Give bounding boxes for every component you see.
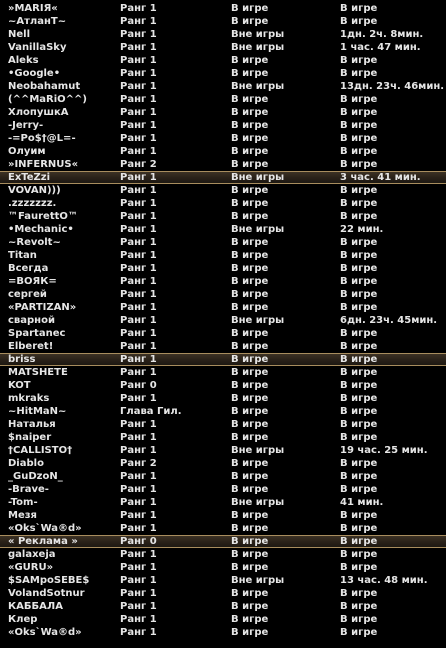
roster-row[interactable]	[0, 301, 446, 314]
member-rank: Ранг 1	[120, 29, 157, 40]
member-rank: Ранг 1	[120, 289, 157, 300]
member-status: Вне игры	[231, 497, 285, 508]
member-status: В игре	[231, 68, 269, 79]
roster-row[interactable]	[0, 496, 446, 509]
member-last-seen: В игре	[340, 432, 378, 443]
member-rank: Ранг 0	[120, 380, 157, 391]
member-rank: Ранг 1	[120, 146, 157, 157]
member-rank: Глава Гил.	[120, 406, 182, 417]
member-name: Diablo	[8, 458, 44, 469]
roster-row[interactable]	[0, 119, 446, 132]
member-name: Neobahamut	[8, 81, 81, 92]
roster-row[interactable]	[0, 509, 446, 522]
member-name: Elberet!	[8, 341, 54, 352]
roster-row[interactable]	[0, 171, 446, 184]
member-last-seen: В игре	[340, 562, 378, 573]
member-last-seen: В игре	[340, 16, 378, 27]
member-last-seen: 19 час. 25 мин.	[340, 445, 428, 456]
roster-row[interactable]	[0, 470, 446, 483]
roster-row[interactable]	[0, 444, 446, 457]
member-status: В игре	[231, 419, 269, 430]
member-status: В игре	[231, 510, 269, 521]
member-name: Мезя	[8, 510, 37, 521]
member-name: сварной	[8, 315, 55, 326]
member-rank: Ранг 1	[120, 250, 157, 261]
member-status: Вне игры	[231, 575, 285, 586]
member-name: «Oks`Wa®d»	[8, 627, 82, 638]
member-status: Вне игры	[231, 42, 285, 53]
member-name: MATSHETE	[8, 367, 68, 378]
member-last-seen: В игре	[340, 367, 378, 378]
roster-row[interactable]	[0, 158, 446, 171]
member-name: _GuDzoN_	[8, 471, 63, 482]
member-status: В игре	[231, 627, 269, 638]
member-last-seen: В игре	[340, 68, 378, 79]
member-status: В игре	[231, 185, 269, 196]
member-last-seen: В игре	[340, 146, 378, 157]
member-last-seen: В игре	[340, 354, 378, 365]
member-name: VOVAN)))	[8, 185, 61, 196]
member-status: В игре	[231, 458, 269, 469]
member-last-seen: В игре	[340, 3, 378, 14]
member-last-seen: В игре	[340, 406, 378, 417]
member-status: В игре	[231, 107, 269, 118]
member-last-seen: В игре	[340, 289, 378, 300]
member-last-seen: В игре	[340, 328, 378, 339]
member-rank: Ранг 1	[120, 549, 157, 560]
member-name: $SAMpoSEBE$	[8, 575, 90, 586]
member-status: В игре	[231, 16, 269, 27]
member-last-seen: 6дн. 23ч. 45мин.	[340, 315, 438, 326]
member-name: ™FaurettO™	[8, 211, 78, 222]
roster-row[interactable]	[0, 223, 446, 236]
member-rank: Ранг 1	[120, 367, 157, 378]
member-status: В игре	[231, 484, 269, 495]
roster-row[interactable]	[0, 561, 446, 574]
member-rank: Ранг 1	[120, 562, 157, 573]
member-rank: Ранг 1	[120, 133, 157, 144]
member-name: Наталья	[8, 419, 56, 430]
roster-row[interactable]	[0, 405, 446, 418]
member-rank: Ранг 1	[120, 614, 157, 625]
member-rank: Ранг 1	[120, 3, 157, 14]
member-rank: Ранг 1	[120, 393, 157, 404]
roster-row[interactable]	[0, 587, 446, 600]
member-rank: Ранг 1	[120, 627, 157, 638]
member-last-seen: В игре	[340, 419, 378, 430]
member-last-seen: В игре	[340, 94, 378, 105]
member-rank: Ранг 1	[120, 172, 157, 183]
member-status: В игре	[231, 94, 269, 105]
member-rank: Ранг 1	[120, 185, 157, 196]
member-status: В игре	[231, 471, 269, 482]
member-last-seen: В игре	[340, 601, 378, 612]
member-rank: Ранг 1	[120, 432, 157, 443]
member-status: В игре	[231, 133, 269, 144]
member-last-seen: В игре	[340, 198, 378, 209]
member-rank: Ранг 1	[120, 497, 157, 508]
member-name: Всегда	[8, 263, 49, 274]
roster-row[interactable]	[0, 600, 446, 613]
member-last-seen: В игре	[340, 211, 378, 222]
member-name: Aleks	[8, 55, 39, 66]
member-name: †CALLISTO†	[8, 445, 73, 456]
member-status: Вне игры	[231, 81, 285, 92]
member-rank: Ранг 0	[120, 536, 157, 547]
member-status: В игре	[231, 354, 269, 365]
member-rank: Ранг 1	[120, 575, 157, 586]
member-rank: Ранг 1	[120, 510, 157, 521]
member-status: В игре	[231, 562, 269, 573]
member-name: Клер	[8, 614, 38, 625]
member-status: В игре	[231, 367, 269, 378]
member-name: briss	[8, 354, 36, 365]
member-status: В игре	[231, 250, 269, 261]
roster-row[interactable]	[0, 197, 446, 210]
member-status: В игре	[231, 549, 269, 560]
roster-row[interactable]	[0, 28, 446, 41]
roster-row[interactable]	[0, 262, 446, 275]
member-status: В игре	[231, 289, 269, 300]
member-name: »INFERNUS«	[8, 159, 79, 170]
member-status: В игре	[231, 601, 269, 612]
member-rank: Ранг 1	[120, 237, 157, 248]
roster-row[interactable]	[0, 93, 446, 106]
member-name: -=Po$†@L=-	[8, 133, 76, 144]
roster-row[interactable]	[0, 483, 446, 496]
member-last-seen: В игре	[340, 484, 378, 495]
member-last-seen: В игре	[340, 588, 378, 599]
member-status: В игре	[231, 3, 269, 14]
member-status: В игре	[231, 159, 269, 170]
member-rank: Ранг 1	[120, 484, 157, 495]
member-last-seen: В игре	[340, 393, 378, 404]
member-rank: Ранг 1	[120, 354, 157, 365]
member-rank: Ранг 1	[120, 16, 157, 27]
member-last-seen: В игре	[340, 263, 378, 274]
member-last-seen: В игре	[340, 276, 378, 287]
member-status: В игре	[231, 432, 269, 443]
member-last-seen: В игре	[340, 471, 378, 482]
member-name: «Oks`Wa®d»	[8, 523, 82, 534]
member-rank: Ранг 1	[120, 55, 157, 66]
member-name: КАББАЛА	[8, 601, 63, 612]
roster-row[interactable]	[0, 327, 446, 340]
member-last-seen: В игре	[340, 55, 378, 66]
member-last-seen: В игре	[340, 120, 378, 131]
member-rank: Ранг 1	[120, 120, 157, 131]
roster-row[interactable]	[0, 366, 446, 379]
member-last-seen: 41 мин.	[340, 497, 384, 508]
roster-row[interactable]	[0, 145, 446, 158]
member-status: В игре	[231, 146, 269, 157]
member-last-seen: В игре	[340, 107, 378, 118]
member-name: ХлопушкА	[8, 107, 69, 118]
member-status: В игре	[231, 55, 269, 66]
member-name: Spartanec	[8, 328, 66, 339]
member-name: $naiper	[8, 432, 52, 443]
member-status: В игре	[231, 588, 269, 599]
member-last-seen: В игре	[340, 133, 378, 144]
member-name: ~HitMaN~	[8, 406, 67, 417]
member-name: »MARIЯ«	[8, 3, 58, 14]
roster-row[interactable]	[0, 275, 446, 288]
member-last-seen: В игре	[340, 549, 378, 560]
member-status: В игре	[231, 328, 269, 339]
roster-row[interactable]	[0, 132, 446, 145]
member-status: В игре	[231, 536, 269, 547]
roster-row[interactable]	[0, 314, 446, 327]
member-name: «GURU»	[8, 562, 54, 573]
roster-row[interactable]	[0, 2, 446, 15]
member-status: В игре	[231, 406, 269, 417]
member-last-seen: В игре	[340, 510, 378, 521]
member-rank: Ранг 1	[120, 471, 157, 482]
roster-row[interactable]	[0, 236, 446, 249]
member-last-seen: В игре	[340, 536, 378, 547]
member-rank: Ранг 1	[120, 263, 157, 274]
member-name: ~Revolt~	[8, 237, 61, 248]
member-rank: Ранг 1	[120, 81, 157, 92]
member-status: В игре	[231, 263, 269, 274]
member-name: .zzzzzzz.	[8, 198, 57, 209]
member-last-seen: В игре	[340, 185, 378, 196]
roster-row[interactable]	[0, 340, 446, 353]
member-status: Вне игры	[231, 445, 285, 456]
member-status: В игре	[231, 276, 269, 287]
roster-row[interactable]	[0, 67, 446, 80]
member-status: В игре	[231, 302, 269, 313]
member-status: В игре	[231, 341, 269, 352]
roster-row[interactable]	[0, 288, 446, 301]
member-rank: Ранг 1	[120, 42, 157, 53]
member-name: Titan	[8, 250, 37, 261]
member-rank: Ранг 1	[120, 601, 157, 612]
member-rank: Ранг 1	[120, 588, 157, 599]
member-last-seen: В игре	[340, 237, 378, 248]
member-status: Вне игры	[231, 224, 285, 235]
member-name: «PARTIZAN»	[8, 302, 77, 313]
member-rank: Ранг 1	[120, 523, 157, 534]
member-rank: Ранг 1	[120, 94, 157, 105]
member-rank: Ранг 2	[120, 458, 157, 469]
member-last-seen: В игре	[340, 458, 378, 469]
roster-row[interactable]	[0, 41, 446, 54]
member-status: Вне игры	[231, 315, 285, 326]
member-name: =ВОЯК=	[8, 276, 57, 287]
member-name: •Google•	[8, 68, 61, 79]
member-last-seen: В игре	[340, 614, 378, 625]
member-last-seen: В игре	[340, 380, 378, 391]
member-name: KOT	[8, 380, 31, 391]
member-last-seen: В игре	[340, 302, 378, 313]
member-name: « Реклама »	[8, 536, 78, 547]
member-rank: Ранг 1	[120, 341, 157, 352]
member-last-seen: 3 час. 41 мин.	[340, 172, 421, 183]
member-name: ExTeZzi	[8, 172, 51, 183]
roster-row[interactable]	[0, 431, 446, 444]
roster-row[interactable]	[0, 548, 446, 561]
member-status: Вне игры	[231, 172, 285, 183]
member-status: В игре	[231, 211, 269, 222]
member-rank: Ранг 1	[120, 315, 157, 326]
member-last-seen: 1 час. 47 мин.	[340, 42, 421, 53]
member-last-seen: 13 час. 48 мин.	[340, 575, 428, 586]
guild-roster-list	[0, 2, 446, 639]
member-rank: Ранг 1	[120, 276, 157, 287]
roster-row[interactable]	[0, 80, 446, 93]
member-rank: Ранг 2	[120, 159, 157, 170]
member-rank: Ранг 1	[120, 328, 157, 339]
member-rank: Ранг 1	[120, 211, 157, 222]
member-last-seen: В игре	[340, 159, 378, 170]
roster-row[interactable]	[0, 392, 446, 405]
roster-row[interactable]	[0, 353, 446, 366]
member-rank: Ранг 1	[120, 419, 157, 430]
roster-row[interactable]	[0, 418, 446, 431]
member-rank: Ранг 1	[120, 302, 157, 313]
member-name: •Mechanic•	[8, 224, 74, 235]
member-rank: Ранг 1	[120, 198, 157, 209]
member-name: -Jerry-	[8, 120, 44, 131]
roster-row[interactable]	[0, 535, 446, 548]
member-status: В игре	[231, 614, 269, 625]
member-rank: Ранг 1	[120, 224, 157, 235]
roster-row[interactable]	[0, 106, 446, 119]
member-name: -Tom-	[8, 497, 38, 508]
member-rank: Ранг 1	[120, 107, 157, 118]
member-last-seen: В игре	[340, 523, 378, 534]
member-last-seen: В игре	[340, 341, 378, 352]
roster-row[interactable]	[0, 210, 446, 223]
roster-row[interactable]	[0, 626, 446, 639]
member-rank: Ранг 1	[120, 68, 157, 79]
roster-row[interactable]	[0, 613, 446, 626]
roster-row[interactable]	[0, 522, 446, 535]
member-name: mkraks	[8, 393, 50, 404]
member-status: Вне игры	[231, 29, 285, 40]
member-status: В игре	[231, 120, 269, 131]
roster-row[interactable]	[0, 54, 446, 67]
member-name: сергей	[8, 289, 47, 300]
member-status: В игре	[231, 393, 269, 404]
member-name: VolandSotnur	[8, 588, 85, 599]
roster-row[interactable]	[0, 249, 446, 262]
member-name: VanillaSky	[8, 42, 67, 53]
member-last-seen: 1дн. 2ч. 8мин.	[340, 29, 424, 40]
member-status: В игре	[231, 237, 269, 248]
roster-row[interactable]	[0, 15, 446, 28]
member-name: (^^MaRiO^^)	[8, 94, 87, 105]
member-last-seen: В игре	[340, 250, 378, 261]
member-name: ~АтланТ~	[8, 16, 67, 27]
member-last-seen: 22 мин.	[340, 224, 384, 235]
member-status: В игре	[231, 380, 269, 391]
member-rank: Ранг 1	[120, 445, 157, 456]
member-name: -Brave-	[8, 484, 49, 495]
roster-row[interactable]	[0, 457, 446, 470]
member-last-seen: 13дн. 23ч. 46мин.	[340, 81, 445, 92]
member-name: Nell	[8, 29, 31, 40]
member-last-seen: В игре	[340, 627, 378, 638]
member-status: В игре	[231, 523, 269, 534]
roster-row[interactable]	[0, 574, 446, 587]
roster-row[interactable]	[0, 379, 446, 392]
roster-row[interactable]	[0, 184, 446, 197]
member-status: В игре	[231, 198, 269, 209]
member-name: galaxeja	[8, 549, 56, 560]
member-name: Олуим	[8, 146, 46, 157]
